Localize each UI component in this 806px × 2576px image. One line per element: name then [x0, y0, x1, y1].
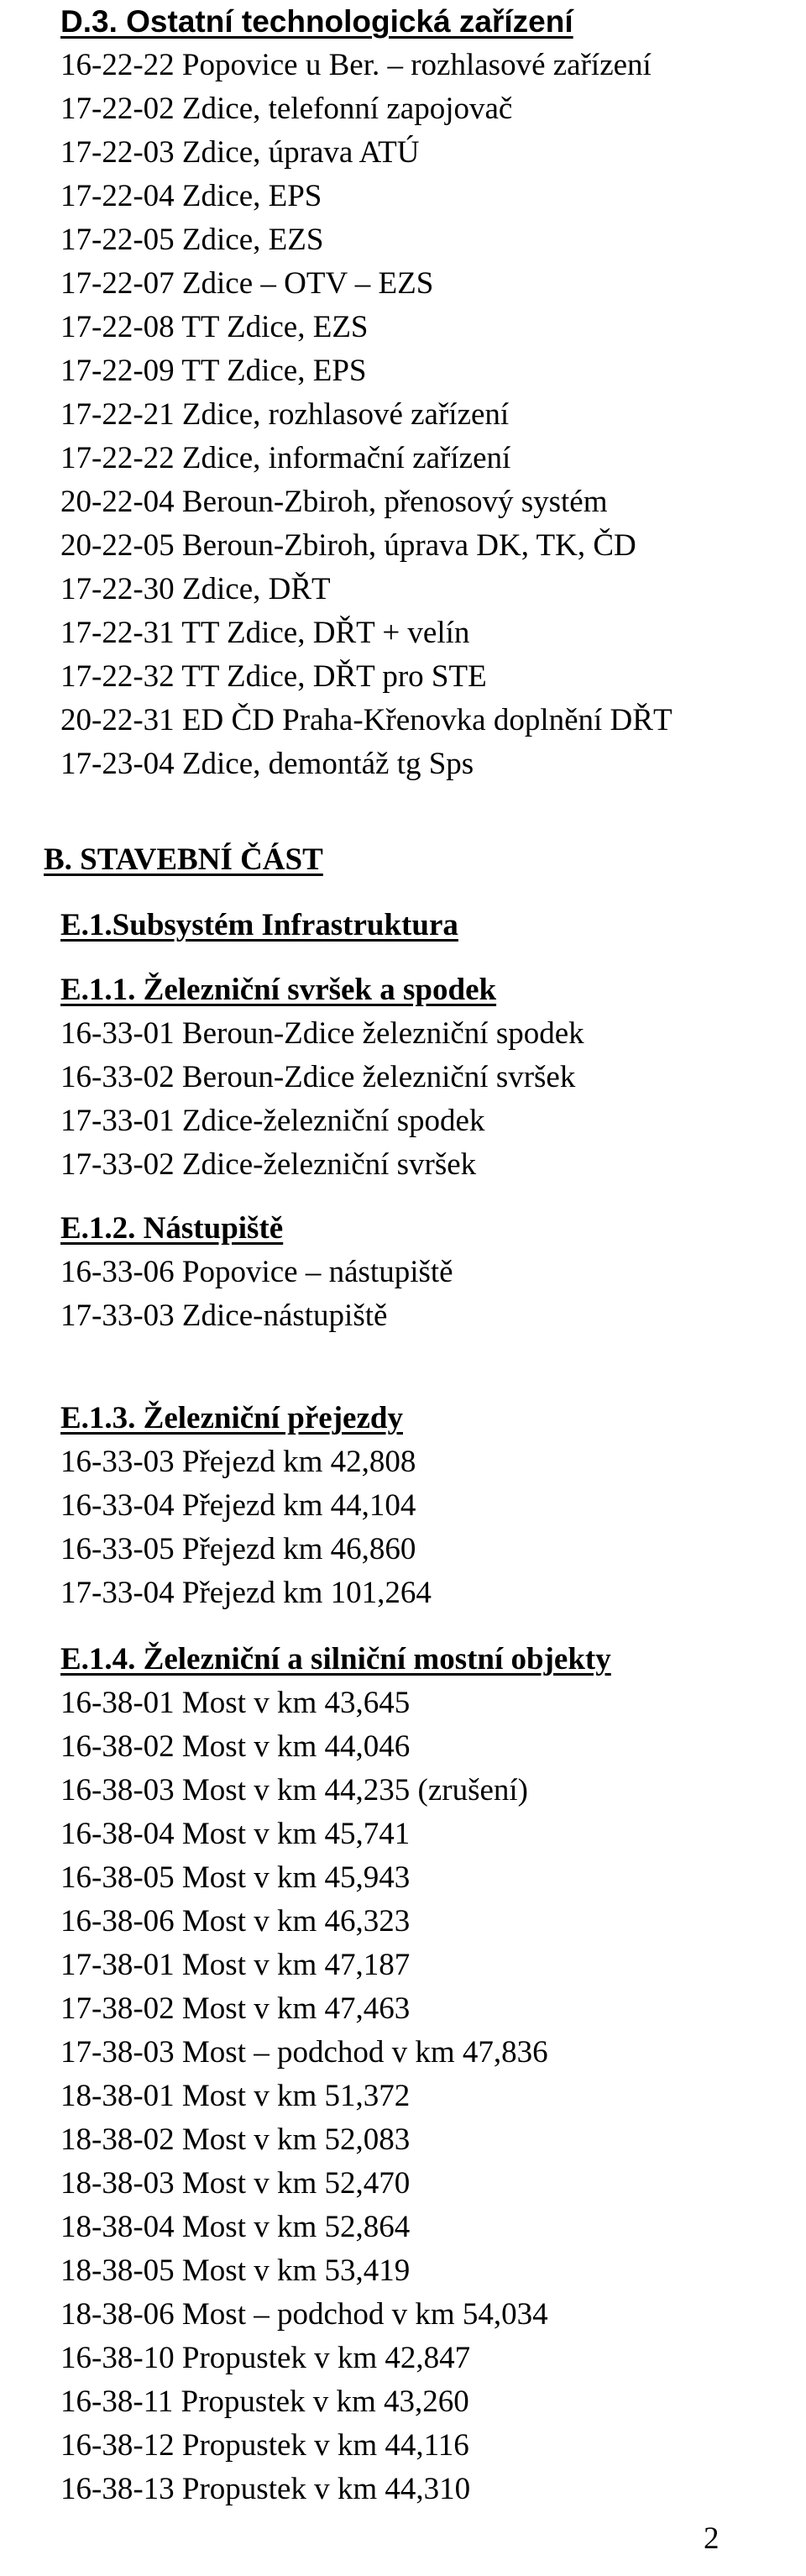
section-title: E.1.1. Železniční svršek a spodek [60, 973, 497, 1007]
list-item: 16-38-13 Propustek v km 44,310 [60, 2472, 471, 2506]
section-b [0, 838, 806, 882]
list-item: 16-33-04 Přejezd km 44,104 [60, 1488, 416, 1523]
list-item: 18-38-06 Most – podchod v km 54,034 [60, 2297, 548, 2332]
list-item: 16-38-05 Most v km 45,943 [60, 1860, 411, 1895]
list-item: 17-22-09 TT Zdice, EPS [60, 354, 367, 388]
list-item: 17-22-32 TT Zdice, DŘT pro STE [60, 659, 487, 694]
list-item: 17-38-02 Most v km 47,463 [60, 1991, 411, 2026]
list-item: 16-33-03 Přejezd km 42,808 [60, 1445, 416, 1479]
list-item: 17-22-30 Zdice, DŘT [60, 572, 331, 606]
list-item: 16-22-22 Popovice u Ber. – rozhlasové zařízení [60, 48, 652, 82]
list-item: 17-22-05 Zdice, EZS [60, 223, 324, 257]
list-item: 16-38-03 Most v km 44,235 (zrušení) [60, 1773, 528, 1807]
list-item: 18-38-02 Most v km 52,083 [60, 2122, 411, 2157]
list-item: 18-38-05 Most v km 53,419 [60, 2253, 411, 2288]
list-item: 17-22-02 Zdice, telefonní zapojovač [60, 92, 513, 126]
section-e1 [0, 904, 806, 947]
list-item: 17-33-03 Zdice-nástupiště [60, 1298, 388, 1333]
section-e1-3 [0, 1397, 806, 1615]
section-title: E.1.3. Železniční přejezdy [60, 1401, 403, 1435]
list-item: 17-33-01 Zdice-železniční spodek [60, 1104, 485, 1138]
section-e1-1 [0, 968, 806, 1187]
list-item: 16-38-02 Most v km 44,046 [60, 1729, 411, 1764]
list-item: 16-38-12 Propustek v km 44,116 [60, 2428, 469, 2463]
list-item: 18-38-03 Most v km 52,470 [60, 2166, 411, 2201]
list-item: 17-33-02 Zdice-železniční svršek [60, 1147, 477, 1182]
list-item: 17-38-03 Most – podchod v km 47,836 [60, 2035, 548, 2070]
list-item: 16-38-10 Propustek v km 42,847 [60, 2341, 471, 2375]
list-item: 20-22-05 Beroun-Zbiroh, úprava DK, TK, ČD [60, 528, 636, 563]
list-item: 17-22-31 TT Zdice, DŘT + velín [60, 616, 470, 650]
list-item: 20-22-04 Beroun-Zbiroh, přenosový systém [60, 485, 608, 519]
section-title: E.1.Subsystém Infrastruktura [60, 908, 458, 942]
list-item: 16-38-04 Most v km 45,741 [60, 1817, 411, 1851]
list-item: 17-22-08 TT Zdice, EZS [60, 310, 369, 344]
list-item: 18-38-01 Most v km 51,372 [60, 2079, 411, 2113]
list-item: 16-38-01 Most v km 43,645 [60, 1686, 411, 1720]
section-title: E.1.2. Nástupiště [60, 1211, 284, 1246]
list-item: 16-33-06 Popovice – nástupiště [60, 1255, 453, 1289]
list-item: 17-38-01 Most v km 47,187 [60, 1948, 411, 1982]
list-item: 18-38-04 Most v km 52,864 [60, 2210, 411, 2244]
list-item: 16-38-11 Propustek v km 43,260 [60, 2385, 469, 2419]
section-title: E.1.4. Železniční a silniční mostní objekty [60, 1642, 611, 1676]
list-item: 16-33-01 Beroun-Zdice železniční spodek [60, 1016, 584, 1051]
list-item: 17-22-07 Zdice – OTV – EZS [60, 266, 434, 301]
list-item: 16-33-05 Přejezd km 46,860 [60, 1532, 416, 1566]
section-e1-4 [0, 1638, 806, 2511]
list-item: 17-22-21 Zdice, rozhlasové zařízení [60, 397, 510, 432]
section-e1-2 [0, 1207, 806, 1338]
section-title: B. STAVEBNÍ ČÁST [44, 842, 323, 877]
list-item: 17-23-04 Zdice, demontáž tg Sps [60, 747, 474, 781]
list-item: 20-22-31 ED ČD Praha-Křenovka doplnění DŘT [60, 703, 673, 737]
list-item: 17-22-22 Zdice, informační zařízení [60, 441, 511, 475]
list-item: 17-33-04 Přejezd km 101,264 [60, 1576, 432, 1610]
list-item: 16-33-02 Beroun-Zdice železniční svršek [60, 1060, 576, 1094]
section-title: D.3. Ostatní technologická zařízení [60, 4, 573, 39]
list-item: 17-22-04 Zdice, EPS [60, 179, 322, 213]
section-d3 [0, 0, 806, 786]
list-item: 16-38-06 Most v km 46,323 [60, 1904, 411, 1939]
list-item: 17-22-03 Zdice, úprava ATÚ [60, 135, 420, 170]
page-number: 2 [704, 2521, 720, 2556]
